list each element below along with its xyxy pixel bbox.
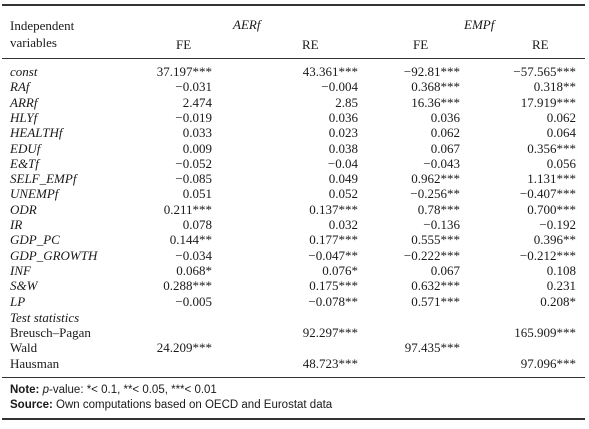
table-top-rule bbox=[2, 4, 585, 6]
table-row bbox=[0, 110, 589, 125]
row-value: −0.034 bbox=[175, 247, 212, 263]
row-value: 37.197*** bbox=[156, 64, 212, 79]
row-variable: GDP_PC bbox=[10, 232, 60, 248]
row-value: 0.062 bbox=[546, 109, 576, 125]
table-bottom-rule bbox=[2, 377, 585, 378]
row-value: 97.096*** bbox=[520, 355, 576, 371]
row-value: −92.81*** bbox=[403, 64, 460, 79]
row-value: 0.062 bbox=[430, 125, 460, 141]
row-variable: UNEMPf bbox=[10, 186, 59, 202]
row-value: −0.085 bbox=[175, 171, 212, 187]
row-value: 0.555*** bbox=[411, 232, 460, 248]
source-label: Source: bbox=[10, 399, 53, 411]
table-note bbox=[10, 383, 217, 397]
row-value: 92.297*** bbox=[302, 325, 358, 340]
header-group-empf: EMPf bbox=[464, 17, 495, 32]
row-value: −0.078** bbox=[308, 293, 358, 309]
row-variable: Hausman bbox=[10, 355, 60, 371]
row-value: 0.632*** bbox=[411, 278, 460, 294]
row-value: −0.04 bbox=[327, 155, 358, 171]
table-row bbox=[0, 356, 589, 371]
row-value: 0.962*** bbox=[411, 171, 460, 187]
table-row bbox=[0, 64, 589, 79]
row-value: 0.571*** bbox=[411, 293, 460, 309]
table-row bbox=[0, 263, 589, 278]
row-value: −0.136 bbox=[423, 217, 460, 232]
row-variable: Wald bbox=[10, 340, 38, 356]
row-value: 0.700*** bbox=[527, 201, 576, 217]
row-value: 0.023 bbox=[328, 125, 358, 141]
header-col-aer-re: RE bbox=[302, 37, 319, 52]
table-row bbox=[0, 79, 589, 94]
header-col-aer-fe: FE bbox=[176, 37, 192, 52]
row-value: −0.005 bbox=[175, 293, 212, 309]
row-value: 0.137*** bbox=[309, 201, 358, 217]
row-variable: S&W bbox=[10, 278, 38, 294]
table-row bbox=[0, 171, 589, 186]
table-row bbox=[0, 294, 589, 309]
row-value: 0.318** bbox=[533, 79, 576, 95]
row-value: 24.209*** bbox=[156, 340, 212, 356]
table-source bbox=[10, 398, 332, 412]
row-value: 0.108 bbox=[546, 262, 576, 278]
row-value: −0.212*** bbox=[519, 247, 576, 263]
row-value: −0.047** bbox=[308, 247, 358, 263]
row-value: −0.052 bbox=[175, 155, 212, 171]
row-value: 0.052 bbox=[328, 186, 358, 202]
row-value: 0.211*** bbox=[163, 201, 212, 217]
row-value: 0.231 bbox=[546, 278, 576, 294]
header-independent-line1: Independent bbox=[10, 18, 75, 33]
row-variable: EDUf bbox=[10, 140, 41, 156]
row-value: 43.361*** bbox=[302, 64, 358, 79]
note-label: Note: bbox=[10, 384, 40, 396]
table-row bbox=[0, 186, 589, 201]
table-row bbox=[0, 156, 589, 171]
row-value: 0.78*** bbox=[417, 201, 460, 217]
row-value: 0.009 bbox=[182, 140, 212, 156]
note-pvalue: p bbox=[42, 384, 49, 396]
row-value: 0.396** bbox=[533, 232, 576, 248]
row-variable: IR bbox=[10, 217, 23, 232]
table-row bbox=[0, 141, 589, 156]
row-value: −0.043 bbox=[423, 155, 460, 171]
row-value: 0.067 bbox=[430, 140, 460, 156]
row-value: 97.435*** bbox=[404, 340, 460, 356]
row-value: −0.222*** bbox=[403, 247, 460, 263]
header-col-emp-re: RE bbox=[532, 37, 549, 52]
row-value: −0.256** bbox=[410, 186, 460, 202]
row-variable: Breusch–Pagan bbox=[10, 325, 91, 340]
table-row bbox=[0, 248, 589, 263]
row-value: −0.407*** bbox=[519, 186, 576, 202]
row-value: −0.004 bbox=[321, 79, 358, 95]
table-row bbox=[0, 232, 589, 247]
row-value: 16.36*** bbox=[411, 94, 460, 110]
row-value: −0.019 bbox=[175, 109, 212, 125]
row-value: −0.192 bbox=[539, 217, 576, 232]
table-header-rule bbox=[2, 58, 585, 59]
row-value: 0.049 bbox=[328, 171, 358, 187]
row-value: 17.919*** bbox=[520, 94, 576, 110]
header-independent-line2: variables bbox=[10, 35, 57, 50]
row-variable: HLYf bbox=[10, 109, 38, 125]
row-value: 0.368*** bbox=[411, 79, 460, 95]
row-value: 0.067 bbox=[430, 262, 460, 278]
row-value: 2.474 bbox=[182, 94, 212, 110]
row-value: 0.038 bbox=[328, 140, 358, 156]
source-text: Own computations based on OECD and Eurostat data bbox=[56, 399, 333, 411]
row-variable: GDP_GROWTH bbox=[10, 247, 98, 263]
table-row bbox=[0, 325, 589, 340]
row-value: −0.031 bbox=[175, 79, 212, 95]
row-value: 0.175*** bbox=[309, 278, 358, 294]
row-variable: E&Tf bbox=[10, 155, 39, 171]
test-statistics-title: Test statistics bbox=[10, 310, 80, 325]
row-value: 0.068* bbox=[176, 262, 212, 278]
row-value: 0.064 bbox=[546, 125, 576, 141]
row-variable: INF bbox=[10, 262, 31, 278]
table-row bbox=[0, 202, 589, 217]
table-row bbox=[0, 217, 589, 232]
row-value: −57.565*** bbox=[513, 64, 576, 79]
note-text: -value: *< 0.1, **< 0.05, ***< 0.01 bbox=[49, 384, 217, 396]
row-value: 0.144** bbox=[169, 232, 212, 248]
row-variable: SELF_EMPf bbox=[10, 171, 77, 187]
row-variable: LP bbox=[10, 293, 26, 309]
table-row bbox=[0, 278, 589, 293]
table-row bbox=[0, 95, 589, 110]
row-value: 48.723*** bbox=[302, 355, 358, 371]
row-value: 0.356*** bbox=[527, 140, 576, 156]
row-value: 0.177*** bbox=[309, 232, 358, 248]
row-value: 165.909*** bbox=[514, 325, 576, 340]
row-variable: ODR bbox=[10, 201, 37, 217]
table-row bbox=[0, 125, 589, 140]
table-row bbox=[0, 340, 589, 355]
row-value: 0.033 bbox=[182, 125, 212, 141]
row-value: 1.131*** bbox=[527, 171, 576, 187]
row-variable: RAf bbox=[10, 79, 30, 95]
row-value: 0.078 bbox=[182, 217, 212, 232]
page-bottom-rule bbox=[2, 418, 585, 420]
row-value: 0.288*** bbox=[163, 278, 212, 294]
row-value: 0.076* bbox=[322, 262, 358, 278]
header-group-aerf: AERf bbox=[233, 17, 261, 32]
row-variable: const bbox=[10, 64, 38, 79]
row-value: 0.032 bbox=[328, 217, 358, 232]
row-variable: ARRf bbox=[10, 94, 38, 110]
row-value: 0.056 bbox=[546, 155, 576, 171]
row-value: 0.036 bbox=[430, 109, 460, 125]
row-value: 0.208* bbox=[540, 293, 576, 309]
row-value: 2.85 bbox=[335, 94, 358, 110]
row-value: 0.051 bbox=[182, 186, 212, 202]
header-col-emp-fe: FE bbox=[413, 37, 429, 52]
row-value: 0.036 bbox=[328, 109, 358, 125]
row-variable: HEALTHf bbox=[10, 125, 63, 141]
